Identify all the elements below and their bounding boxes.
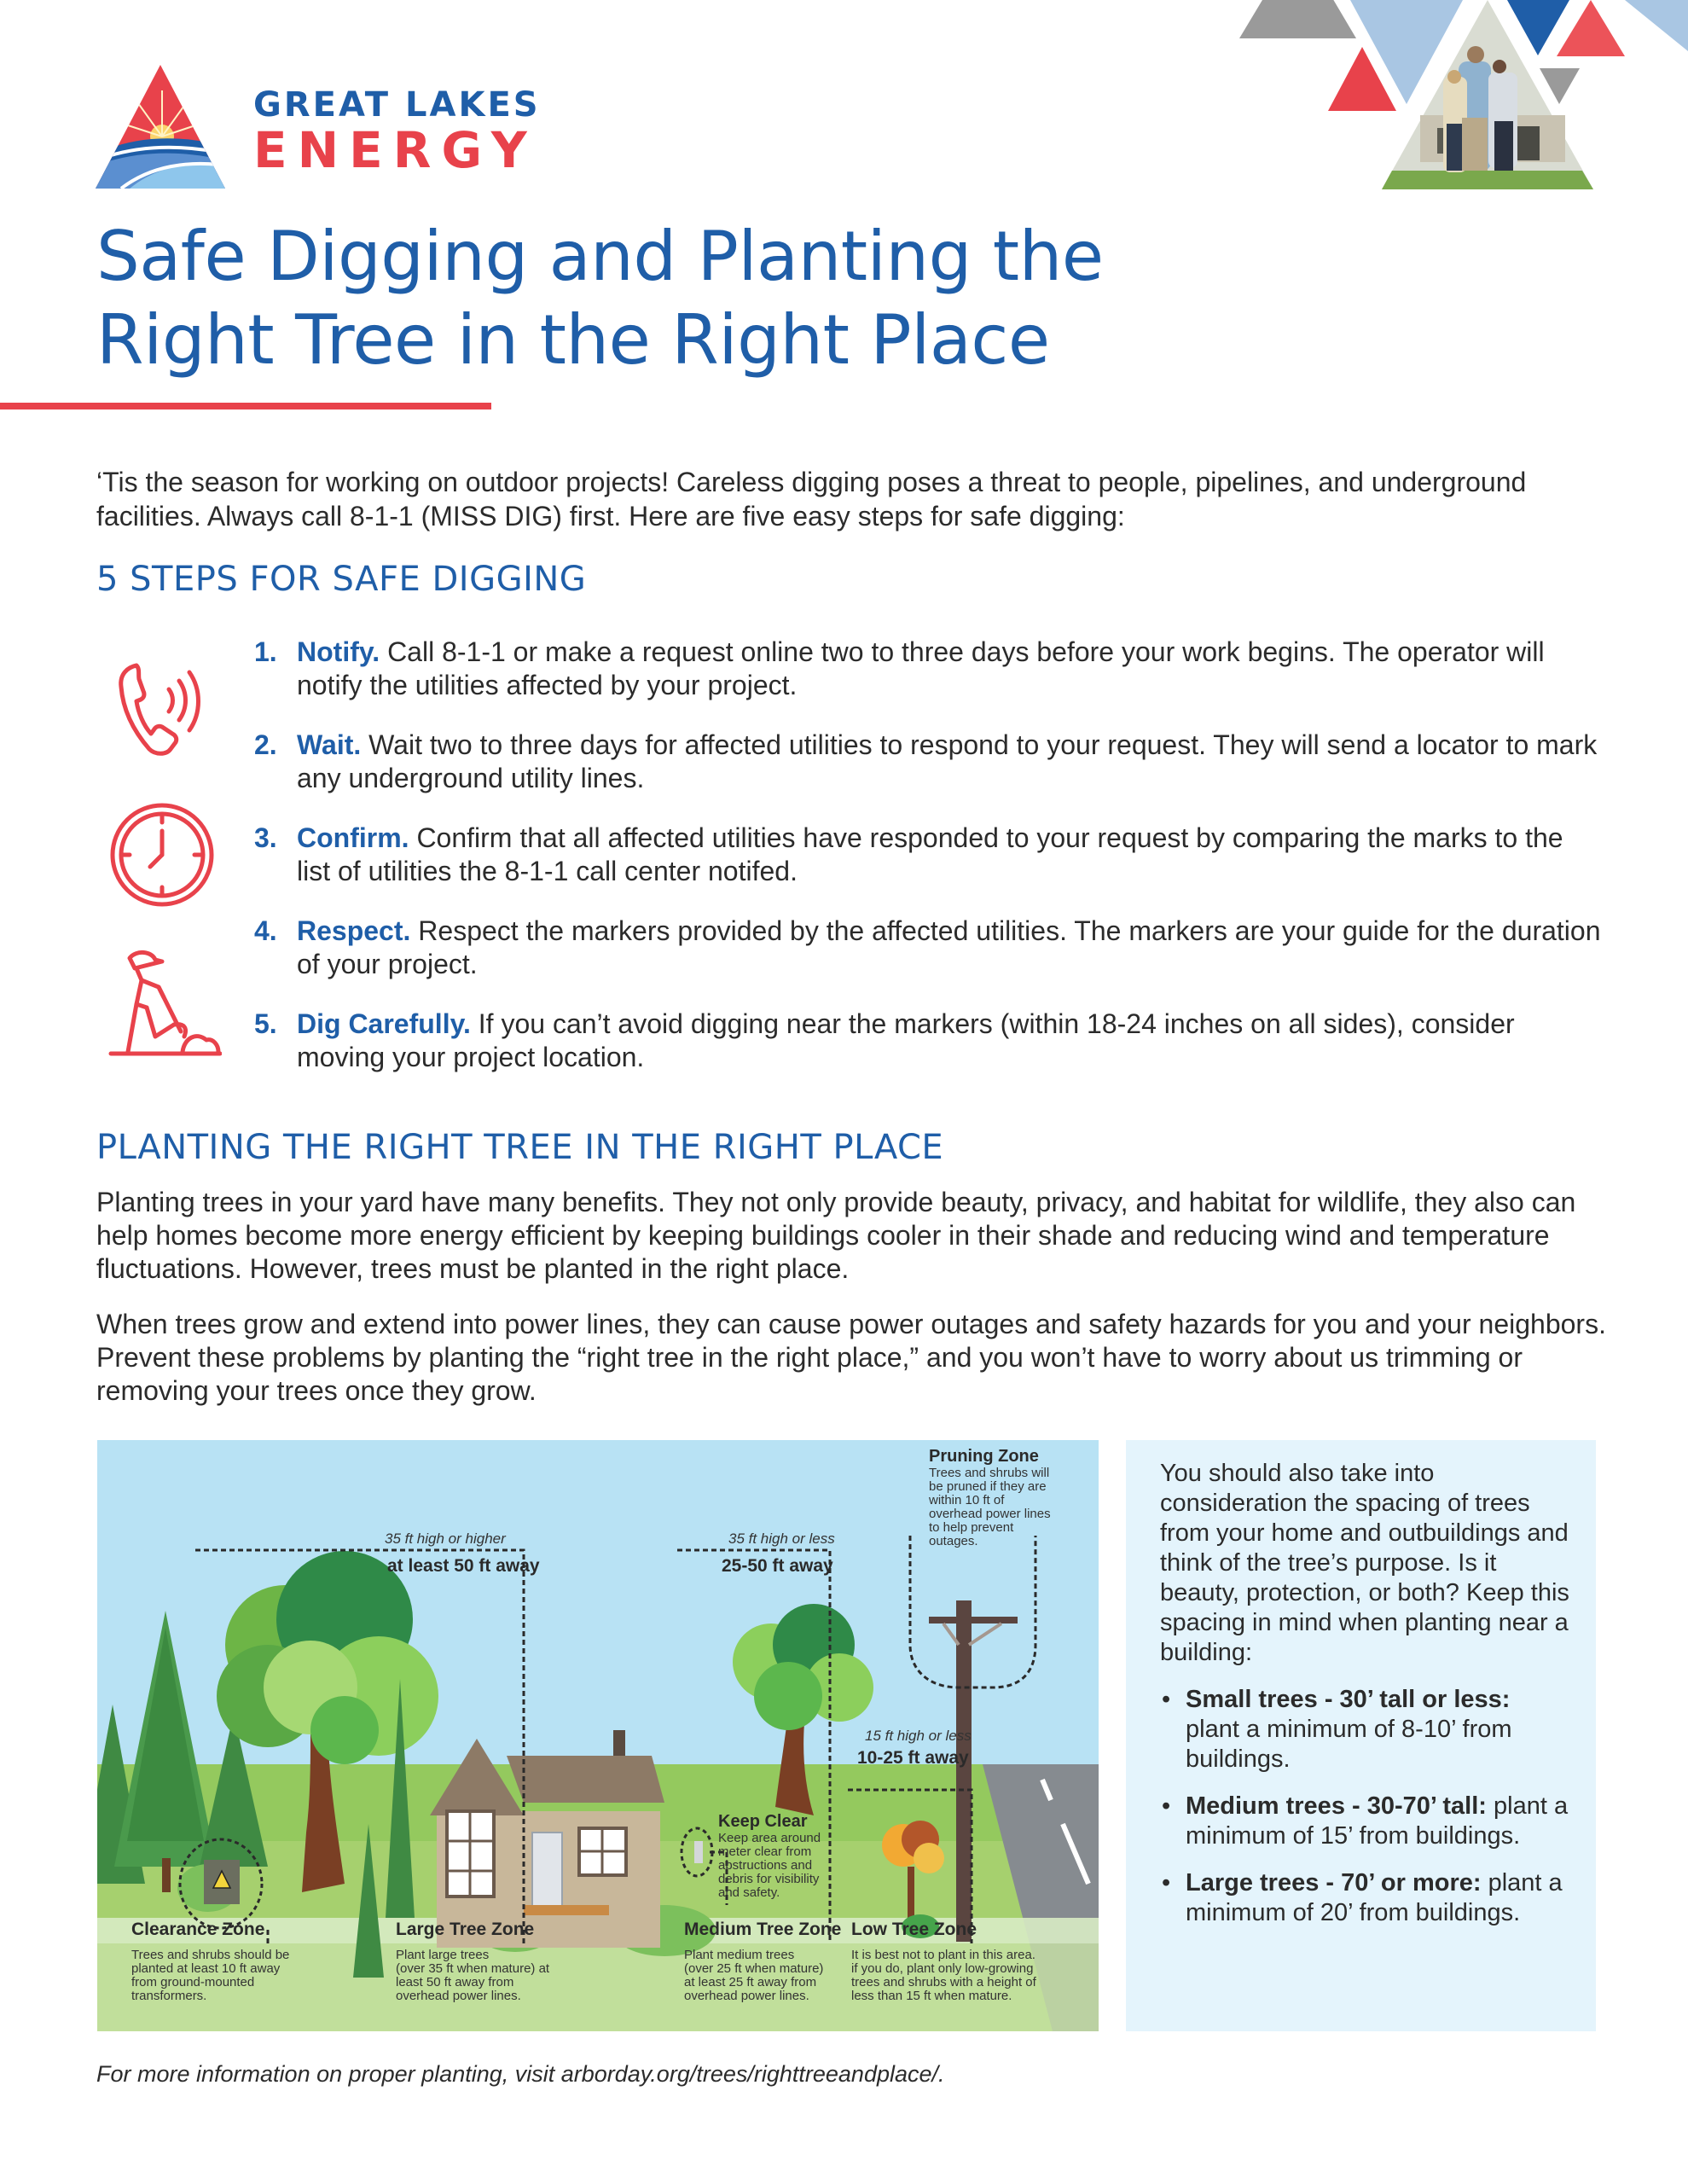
planting-heading: PLANTING THE RIGHT TREE IN THE RIGHT PLACE (96, 1128, 944, 1167)
step-text: Respect the markers provided by the affected utilities. The markers are your guide for the duration of your project. (297, 915, 1601, 979)
planting-paragraph-2: When trees grow and extend into power lines, they can cause power outages and safety hazards for you and your neighbors. Prevent these problems by planting the “right tree in the right place,” and you won’t have to worry about us trimming or removing your trees once they grow. (96, 1309, 1606, 1406)
phone-icon (102, 648, 222, 768)
safe-digging-steps (254, 636, 1602, 1101)
zone-low-tree: Low Tree Zone It is best not to plant in this area. if you do, plant only low-growing trees and shrubs with a height of less than 15 ft when mature. (851, 1920, 1036, 2003)
keep-clear-callout: Keep Clear Keep area around meter clear from abstructions and debris for visibility and safety. (718, 1812, 821, 1900)
large-tree-height: 35 ft high or higher (385, 1531, 506, 1547)
brand-name-line1: GREAT LAKES (253, 85, 541, 125)
step-text: Confirm that all affected utilities have responded to your request by comparing the marks to the list of utilities the 8-1-1 call center notifed. (297, 822, 1563, 886)
meter (694, 1841, 703, 1863)
safe-digging-heading: 5 STEPS FOR SAFE DIGGING (96, 560, 587, 599)
step-title: Confirm. (297, 822, 409, 853)
step-item: 2. Wait. Wait two to three days for affected utilities to respond to your request. They will send a locator to mark any underground utility lines. (254, 729, 1598, 793)
title-line-1: Safe Digging and Planting the (96, 217, 1104, 296)
step-item: 5. Dig Carefully. If you can’t avoid digging near the markers (within 18-24 inches on all sides), consider moving your project location. (254, 1008, 1515, 1072)
spacing-item-large: • Large trees - 70’ or more: plant a minimum of 20’ from buildings. (1162, 1869, 1563, 1926)
spacing-item-small: • Small trees - 30’ tall or less: plant a minimum of 8-10’ from buildings. (1162, 1686, 1512, 1773)
large-tree-distance: at least 50 ft away (387, 1556, 540, 1576)
medium-tree-height: 35 ft high or less (728, 1531, 835, 1547)
spacing-item-medium: • Medium trees - 30-70’ tall: plant a minimum of 15’ from buildings. (1162, 1792, 1569, 1850)
step-item: 1. Notify. Call 8-1-1 or make a request online two to three days before your work begins. The operator will notify the utilities affected by your project. (254, 636, 1545, 700)
page-title (96, 215, 1376, 382)
step-text: Call 8-1-1 or make a request online two to three days before your work begins. The operator will notify the utilities affected by your project. (297, 636, 1545, 700)
pruning-zone-title: Pruning Zone (929, 1447, 1039, 1466)
bullet-icon: • (1162, 1686, 1171, 1713)
clock-icon (102, 793, 222, 913)
title-divider (0, 403, 491, 410)
step-title: Notify. (297, 636, 380, 667)
step-title: Wait. (297, 729, 362, 760)
tree-spacing-sidebar (1126, 1440, 1596, 2031)
logo-triangle-icon (96, 65, 225, 189)
footer-more-info: For more information on proper planting, visit arborday.org/trees/righttreeandplace/. (96, 2061, 945, 2087)
corner-triangle-art (1194, 0, 1688, 196)
medium-tree-distance: 25-50 ft away (722, 1556, 833, 1576)
bullet-icon: • (1162, 1792, 1171, 1820)
right-tree-right-place-infographic (97, 1440, 1099, 2031)
intro-paragraph: ‘Tis the season for working on outdoor projects! Careless digging poses a threat to people, pipelines, and underground facilities. Always call 8-1-1 (MISS DIG) first. Here are five easy steps for safe digging: (96, 467, 1527, 531)
step-text: Wait two to three days for affected utilities to respond to your request. They will send a locator to mark any underground utility lines. (297, 729, 1598, 793)
step-text: If you can’t avoid digging near the markers (within 18-24 inches on all sides), consider moving your project location. (297, 1008, 1515, 1072)
step-item: 4. Respect. Respect the markers provided by the affected utilities. The markers are your guide for the duration of your project. (254, 915, 1601, 979)
sidebar-intro: You should also take into consideration the spacing of trees from your home and outbuildings and think of the tree’s purpose. Is it beauty, protection, or both? Keep this spacing in mind when planting near a building: (1160, 1460, 1569, 1666)
step-item: 3. Confirm. Confirm that all affected utilities have responded to your request by comparing the marks to the list of utilities the 8-1-1 call center notifed. (254, 822, 1563, 886)
step-title: Respect. (297, 915, 411, 946)
brand-name-line2: ENERGY (253, 121, 537, 179)
title-line-2: Right Tree in the Right Place (96, 300, 1050, 380)
zone-medium-tree: Medium Tree Zone Plant medium trees (over 25 ft when mature) at least 25 ft away from overhead power lines. (684, 1920, 842, 2003)
planting-paragraph-1: Planting trees in your yard have many benefits. They not only provide beauty, privacy, and habitat for wildlife, they also can help homes become more energy efficient by keeping buildings cooler in their shade and reducing wind and temperature fluctuations. However, trees must be planted in the right place. (96, 1187, 1576, 1284)
step-title: Dig Carefully. (297, 1008, 471, 1039)
digger-icon (102, 943, 222, 1062)
tree-spacing-list (1160, 1685, 1570, 1928)
bullet-icon: • (1162, 1869, 1171, 1896)
zone-clearance: Clearance Zone Trees and shrubs should be planted at least 10 ft away from ground-mounted transformers. (131, 1920, 290, 2003)
low-tree-height: 15 ft high or less (865, 1728, 972, 1744)
house (430, 1730, 664, 1948)
zone-large-tree: Large Tree Zone Plant large trees (over 35 ft when mature) at least 50 ft away from overhead power lines. (396, 1920, 550, 2003)
low-tree-distance: 10-25 ft away (857, 1748, 969, 1768)
pruning-zone-callout: Pruning Zone Trees and shrubs will be pruned if they are within 10 ft of overhead power lines to help prevent outages. (929, 1447, 1051, 1548)
keep-clear-title: Keep Clear (718, 1812, 808, 1831)
brand-logo (96, 65, 573, 193)
